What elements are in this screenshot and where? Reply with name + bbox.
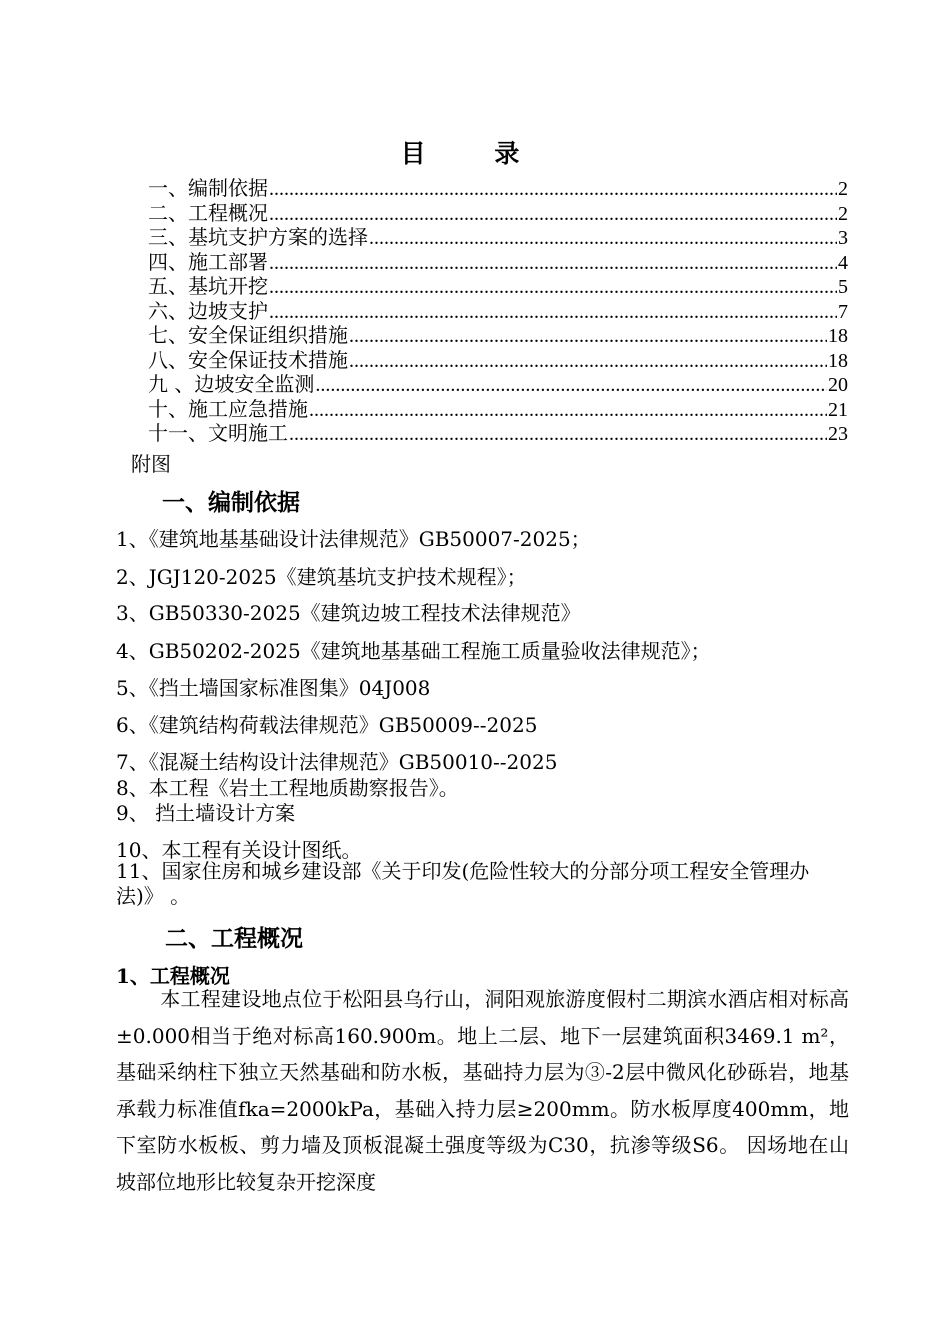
toc-entry-page: 20 <box>828 374 848 396</box>
paragraph-text: 本工程建设地点位于松阳县乌行山，洞阳观旅游度假村二期滨水酒店相对标高±0.000相当于绝对标高160.900m。地上二层、地下一层建筑面积3469.1 m²，基础采纳柱下独立天然基础和防水板，基础持力层为③-2层中微风化砂砾岩，地基承载力标准值fka=2000kPa，基础入持力层≥200mm。防水板厚度400mm，地下室防水板板、剪力墙及顶板混凝土强度等级为C30，抗渗等级S6。 因场地在山坡部位地形比较复杂开挖深度 <box>116 987 849 1194</box>
toc-entry[interactable] <box>148 250 848 275</box>
reference-item: 2、JGJ120-2025《建筑基坑支护技术规程》； <box>116 565 527 589</box>
toc-entry-page: 23 <box>828 423 848 445</box>
toc-leader-dots <box>315 373 827 398</box>
reference-item: 8、本工程《岩土工程地质勘察报告》。 <box>116 776 459 800</box>
reference-item: 4、GB50202-2025《建筑地基基础工程施工质量验收法律规范》； <box>116 639 711 663</box>
table-of-contents <box>148 176 848 446</box>
toc-leader-dots <box>349 349 827 374</box>
toc-leader-dots <box>269 202 837 227</box>
toc-entry-label: 二、工程概况 <box>148 200 268 225</box>
toc-entry-page: 7 <box>838 300 848 323</box>
reference-item: 11、国家住房和城乡建设部《关于印发(危险性较大的分部分项工程安全管理办法)》 。 <box>116 859 810 908</box>
body-paragraph <box>116 981 849 1200</box>
toc-entry[interactable] <box>148 323 848 348</box>
toc-entry[interactable] <box>148 225 848 250</box>
reference-item: 7、《混凝土结构设计法律规范》GB50010--2025 <box>116 750 558 774</box>
toc-entry-page: 2 <box>838 178 848 200</box>
toc-entry[interactable] <box>148 176 848 201</box>
toc-entry-label: 三、基坑支护方案的选择 <box>148 225 368 249</box>
toc-leader-dots <box>269 275 837 300</box>
toc-entry[interactable] <box>148 274 848 299</box>
toc-entry[interactable] <box>148 348 848 373</box>
toc-entry-label: 十、施工应急措施 <box>148 396 308 421</box>
toc-entry-page: 5 <box>838 276 848 298</box>
toc-title: 目 录 <box>400 139 550 168</box>
toc-leader-dots <box>269 251 837 276</box>
toc-entry[interactable] <box>148 372 848 397</box>
reference-item: 1、《建筑地基基础设计法律规范》GB50007-2025； <box>116 527 591 551</box>
toc-entry-label: 四、施工部署 <box>148 249 268 274</box>
toc-entry-page: 18 <box>828 325 848 347</box>
toc-entry[interactable] <box>148 299 848 324</box>
toc-leader-dots <box>269 177 837 202</box>
toc-entry-label: 八、安全保证技术措施 <box>148 347 348 372</box>
toc-entry[interactable] <box>148 397 848 422</box>
toc-entry-page: 21 <box>828 398 848 421</box>
toc-entry-label: 七、安全保证组织措施 <box>148 323 348 347</box>
toc-leader-dots <box>369 226 837 251</box>
toc-entry-page: 3 <box>838 227 848 249</box>
reference-item: 5、《挡土墙国家标准图集》04J008 <box>116 676 431 700</box>
toc-entry-page: 18 <box>828 349 848 372</box>
toc-leader-dots <box>309 398 827 423</box>
toc-entry-page: 4 <box>838 251 848 274</box>
toc-leader-dots <box>289 422 827 447</box>
section-heading: 一、编制依据 <box>162 489 300 516</box>
reference-item: 9、 挡土墙设计方案 <box>116 801 296 825</box>
toc-leader-dots <box>269 300 837 325</box>
toc-entry-label: 九 、边坡安全监测 <box>148 372 315 396</box>
section-heading: 二、工程概况 <box>165 925 303 952</box>
reference-item: 10、本工程有关设计图纸。 <box>116 838 362 862</box>
toc-leader-dots <box>349 324 827 349</box>
toc-appendix-label: 附图 <box>131 452 171 476</box>
reference-item: 6、《建筑结构荷载法律规范》GB50009--2025 <box>116 713 538 737</box>
reference-item: 3、GB50330-2025《建筑边坡工程技术法律规范》 <box>116 601 581 625</box>
toc-entry-page: 2 <box>838 202 848 225</box>
toc-entry[interactable] <box>148 421 848 446</box>
toc-entry-label: 十一、文明施工 <box>148 421 288 445</box>
toc-entry[interactable] <box>148 201 848 226</box>
toc-entry-label: 一、编制依据 <box>148 176 268 200</box>
toc-entry-label: 六、边坡支护 <box>148 298 268 323</box>
toc-entry-label: 五、基坑开挖 <box>148 274 268 298</box>
subsection-heading: 1、工程概况 <box>116 964 230 988</box>
